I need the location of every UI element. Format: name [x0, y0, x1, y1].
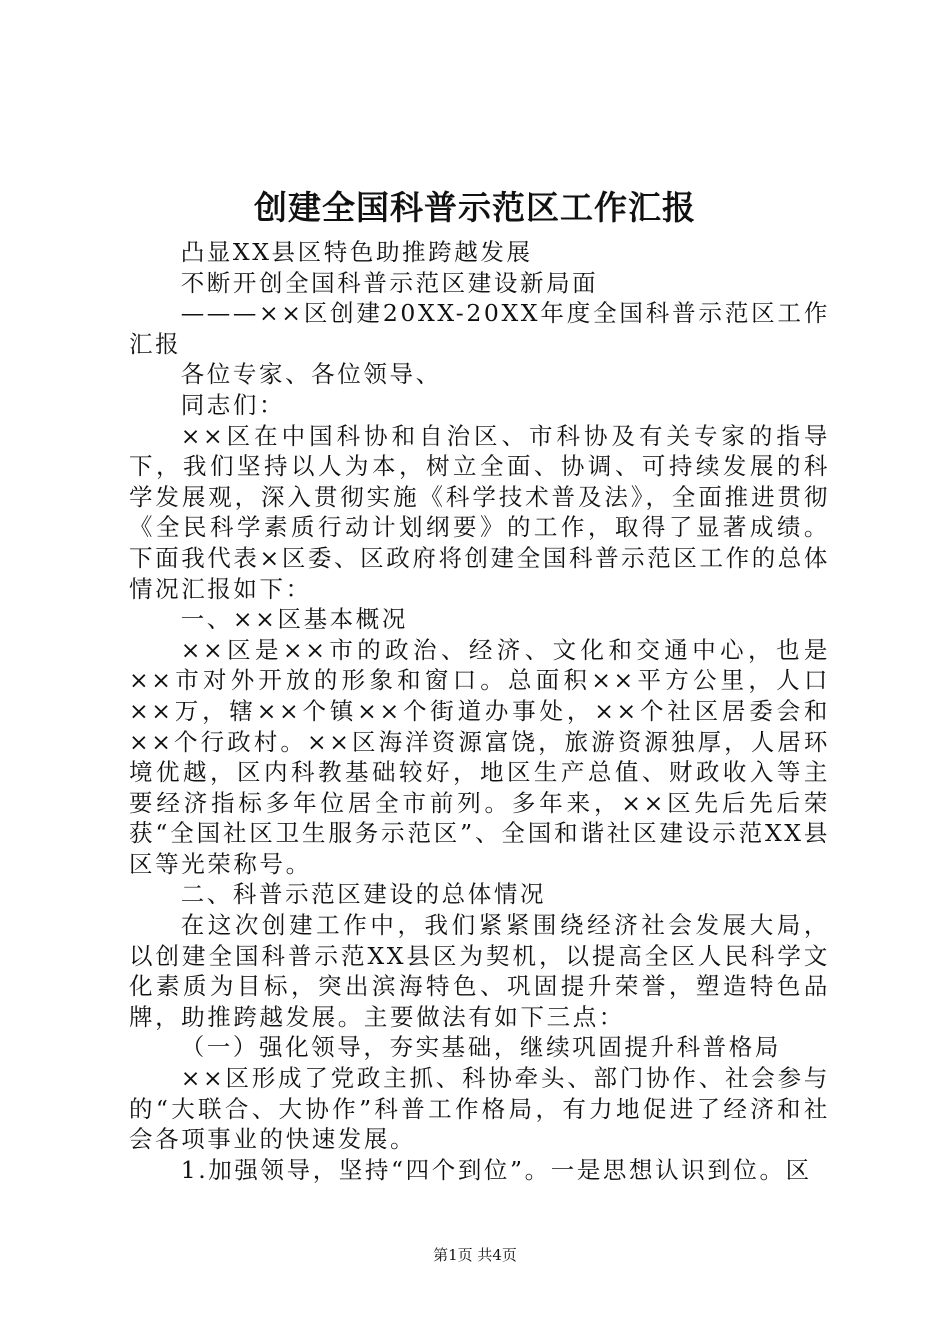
section-heading-2: 二、科普示范区建设的总体情况 [180, 880, 547, 909]
item-1-paragraph: 1.加强领导，坚持“四个到位”。一是思想认识到位。区 [180, 1155, 812, 1184]
salutation-experts: 各位专家、各位领导、 [180, 360, 442, 389]
section-heading-1: 一、××区基本概况 [180, 605, 408, 634]
section-2-paragraph: 在这次创建工作中，我们紧紧围绕经济社会发展大局，以创建全国科普示范XX县区为契机，以提高全区人民科学文化素质为目标，突出滨海特色、巩固提升荣誉，塑造特色品牌，助推跨越发展。主要做法有如下三点： [129, 911, 830, 1031]
intro-paragraph: ××区在中国科协和自治区、市科协及有关专家的指导下，我们坚持以人为本，树立全面、协调、可持续发展的科学发展观，深入贯彻实施《科学技术普及法》，全面推进贯彻《全民科学素质行动计划纲要》的工作，取得了显著成绩。下面我代表×区委、区政府将创建全国科普示范区工作的总体情况汇报如下： [129, 421, 830, 603]
document-title: 创建全国科普示范区工作汇报 [254, 188, 696, 227]
section-1-paragraph: ××区是××市的政治、经济、文化和交通中心，也是××市对外开放的形象和窗口。总面积××平方公里，人口××万，辖××个镇××个街道办事处，××个社区居委会和××个行政村。××区海洋资源富饶，旅游资源独厚，人居环境优越，区内科教基础较好，地区生产总值、财政收入等主要经济指标多年位居全市前列。多年来，××区先后先后荣获“全国社区卫生服务示范区”、全国和谐社区建设示范XX县区等光荣称号。 [129, 635, 830, 878]
salutation-comrades: 同志们： [180, 390, 286, 419]
subsection-1-paragraph: ××区形成了党政主抓、科协牵头、部门协作、社会参与的“大联合、大协作”科普工作格局，有力地促进了经济和社会各项事业的快速发展。 [129, 1064, 830, 1154]
subsection-heading-1: （一）强化领导，夯实基础，继续巩固提升科普格局 [180, 1033, 781, 1062]
subtitle-line-1: 凸显XX县区特色助推跨越发展 [180, 238, 533, 266]
subtitle-line-3: ———××区创建20XX-20XX年度全国科普示范区工作汇报 [129, 299, 830, 358]
subtitle-line-2: 不断开创全国科普示范区建设新局面 [180, 268, 599, 297]
page-footer: 第1页 共4页 [433, 1246, 517, 1264]
document-body [129, 237, 830, 1185]
